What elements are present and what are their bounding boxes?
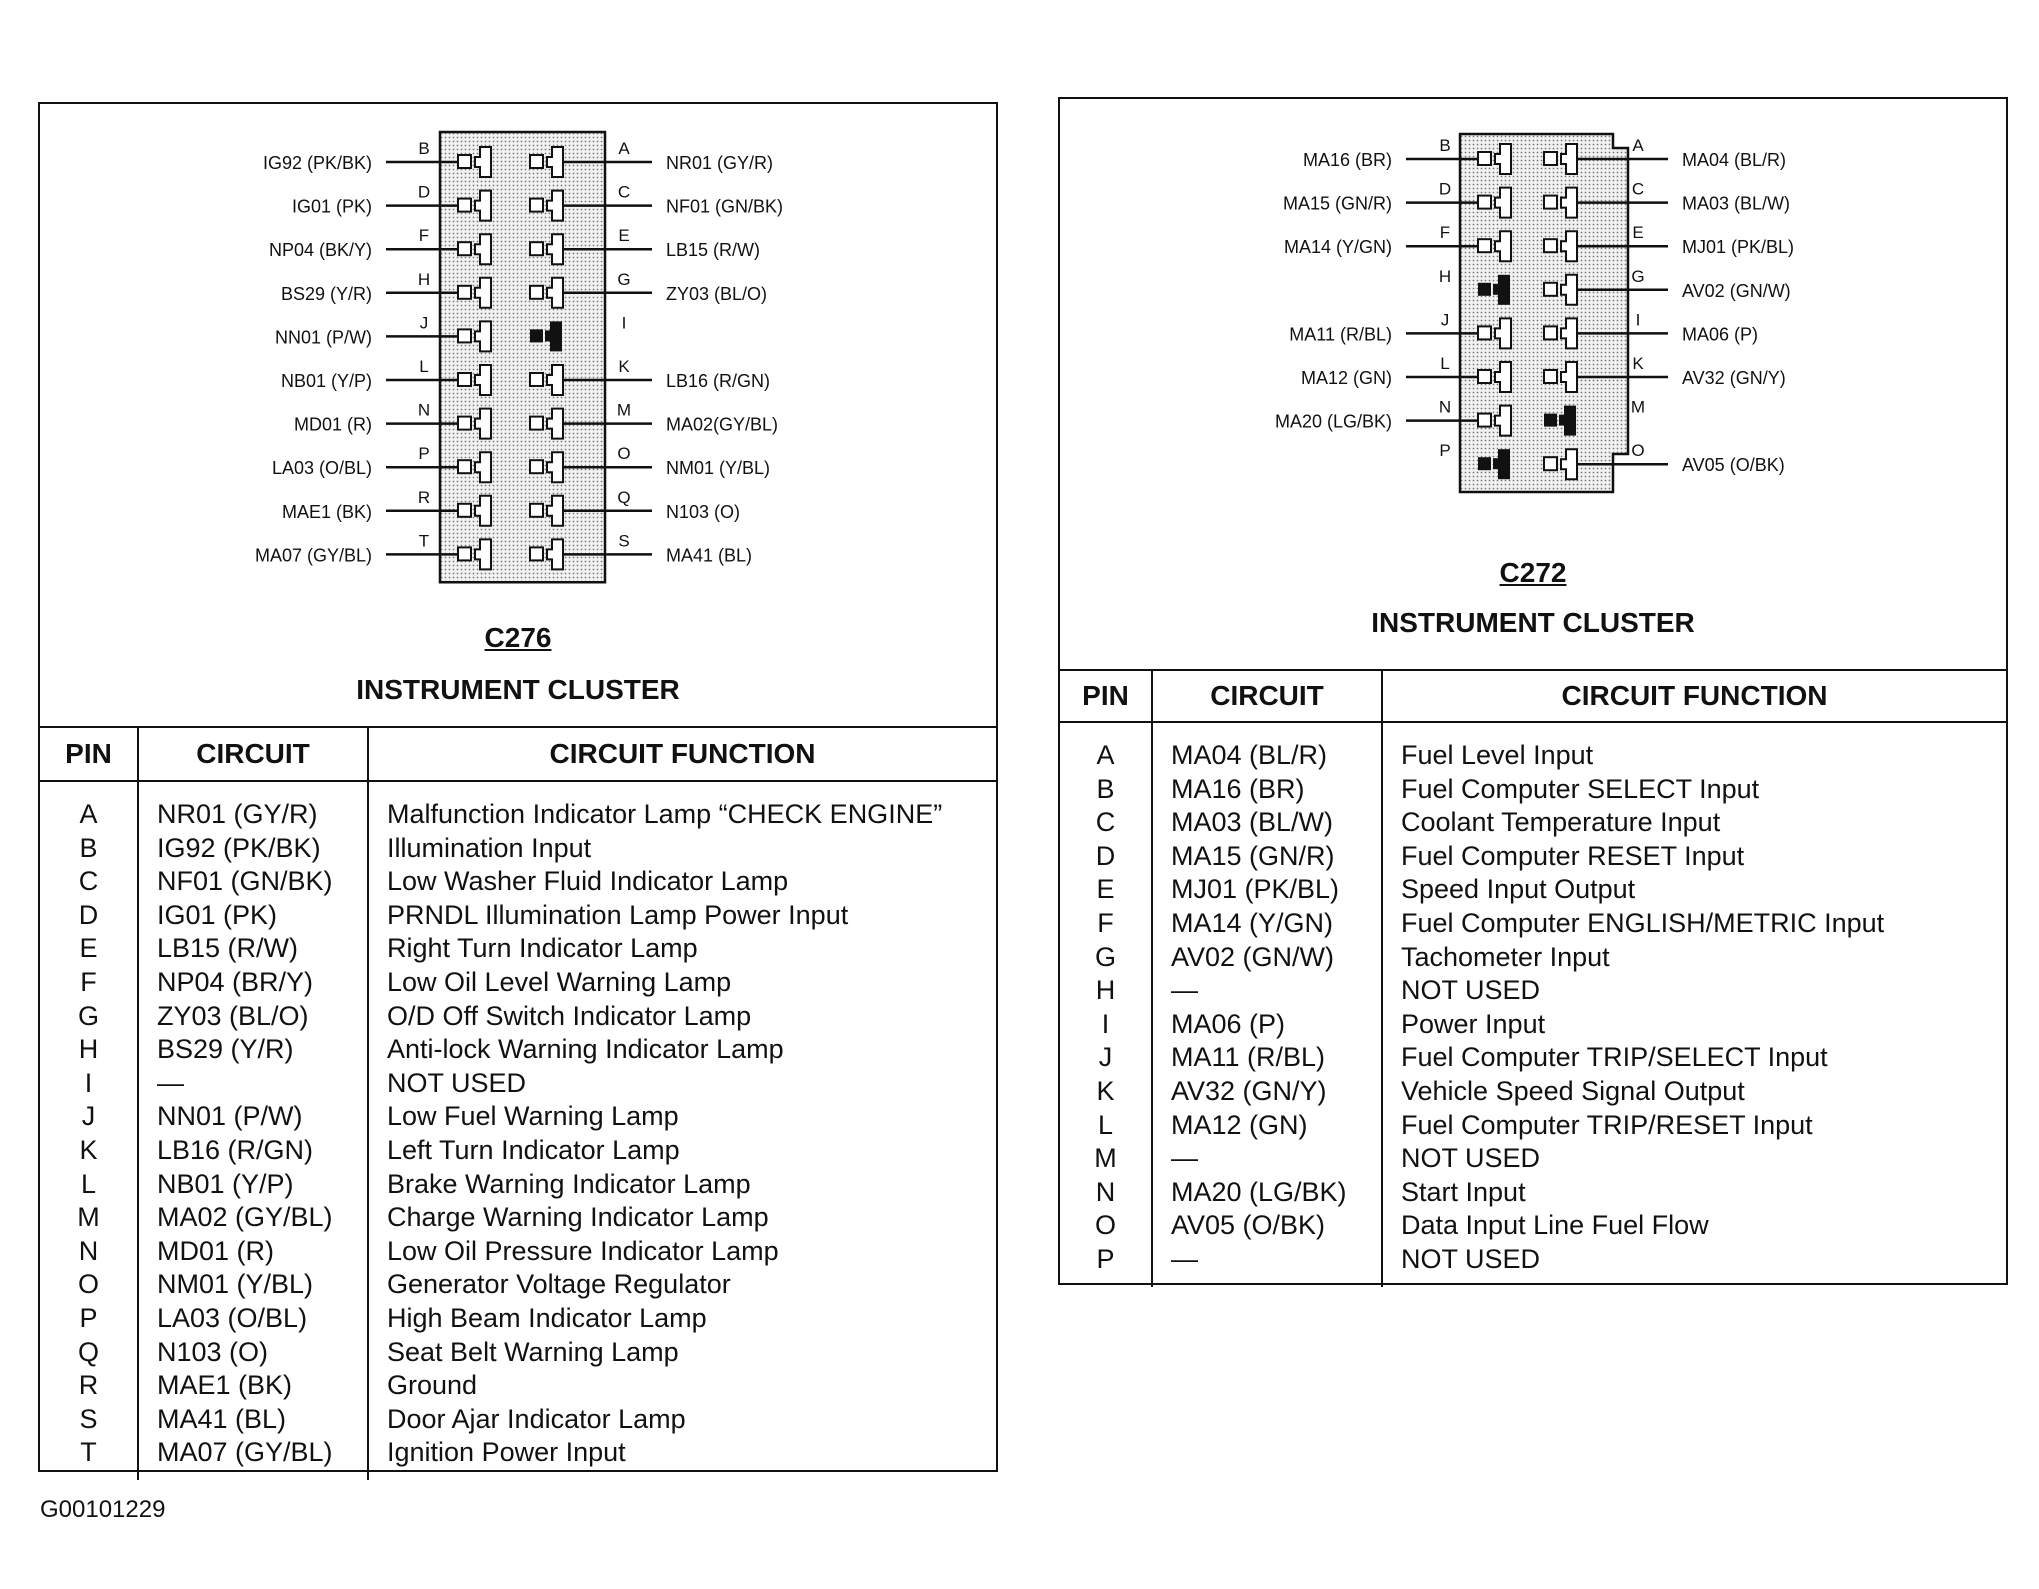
function-cell: Low Fuel Warning Lamp	[368, 1100, 996, 1134]
wire-label: MA11 (R/BL)	[1289, 324, 1392, 345]
circuit-cell: MA06 (P)	[1152, 1008, 1382, 1042]
table-row	[40, 1302, 996, 1336]
table-row	[40, 1403, 996, 1437]
wire-label: LA03 (O/BL)	[271, 458, 372, 479]
circuit-cell: MA03 (BL/W)	[1152, 806, 1382, 840]
function-cell: Right Turn Indicator Lamp	[368, 932, 996, 966]
wire-label: MA15 (GN/R)	[1282, 193, 1392, 214]
circuit-cell: —	[1152, 1142, 1382, 1176]
table-row	[1060, 1142, 2006, 1176]
table-row	[40, 1067, 996, 1101]
table-row	[40, 966, 996, 1000]
wire-label: NB01 (Y/P)	[280, 371, 372, 391]
function-cell: Low Washer Fluid Indicator Lamp	[368, 865, 996, 899]
function-cell: Coolant Temperature Input	[1382, 806, 2006, 840]
circuit-cell: —	[1152, 974, 1382, 1008]
pin-letter-j: J	[419, 313, 429, 333]
function-cell: Anti-lock Warning Indicator Lamp	[368, 1033, 996, 1067]
pin-letter-m: M	[1630, 397, 1646, 417]
pin-letter-c: C	[617, 182, 631, 202]
pin-cell: D	[78, 899, 99, 930]
pin-cell: N	[1095, 1176, 1116, 1207]
connector-body	[1460, 134, 1628, 492]
wire-label: ZY03 (BL/O)	[666, 283, 768, 304]
circuit-cell: MA11 (R/BL)	[1152, 1041, 1382, 1075]
pin-cell: E	[1096, 874, 1115, 905]
function-cell: Fuel Computer ENGLISH/METRIC Input	[1382, 907, 2006, 941]
table-row	[1060, 1008, 2006, 1042]
pin-letter-q: Q	[617, 487, 631, 507]
function-cell: Vehicle Speed Signal Output	[1382, 1075, 2006, 1109]
function-cell: Fuel Computer RESET Input	[1382, 840, 2006, 874]
circuit-cell: BS29 (Y/R)	[138, 1033, 368, 1067]
table-row	[1060, 873, 2006, 907]
connector-name-c272: C272	[1499, 557, 1567, 588]
pin-cell: R	[78, 1370, 99, 1401]
circuit-cell: LA03 (O/BL)	[138, 1302, 368, 1336]
header-circuit-function: CIRCUIT FUNCTION	[368, 727, 996, 781]
pin-letter-g: G	[617, 269, 631, 289]
wire-label: NM01 (Y/BL)	[666, 458, 771, 479]
connector-panel-c276	[38, 102, 998, 1472]
function-cell: NOT USED	[1382, 1142, 2006, 1176]
table-row	[40, 1033, 996, 1067]
pin-letter-g: G	[1631, 266, 1645, 286]
pin-cell: M	[1094, 1143, 1117, 1174]
wire-label: MA41 (BL)	[666, 545, 753, 566]
table-row	[1060, 806, 2006, 840]
circuit-cell: IG92 (PK/BK)	[138, 832, 368, 866]
wire-label: AV02 (GN/W)	[1682, 280, 1791, 301]
pin-cell: A	[1096, 740, 1115, 770]
pin-letter-l: L	[1440, 354, 1450, 373]
wire-label: MJ01 (PK/BL)	[1682, 237, 1795, 258]
circuit-cell: MA20 (LG/BK)	[1152, 1176, 1382, 1210]
circuit-cell: MJ01 (PK/BL)	[1152, 873, 1382, 907]
table-row	[40, 1235, 996, 1269]
function-cell: NOT USED	[1382, 974, 2006, 1008]
pin-letter-e: E	[1632, 223, 1644, 243]
wire-label: IG92 (PK/BK)	[262, 153, 372, 173]
table-row	[1060, 1041, 2006, 1075]
circuit-cell: —	[138, 1067, 368, 1101]
pin-cell: K	[79, 1134, 98, 1165]
pin-letter-e: E	[618, 226, 630, 246]
function-cell: Seat Belt Warning Lamp	[368, 1336, 996, 1370]
pin-cell: D	[1095, 840, 1116, 871]
pin-cell: F	[1097, 907, 1114, 938]
table-row	[40, 1000, 996, 1034]
wire-label: MA06 (P)	[1682, 324, 1759, 345]
table-row	[40, 1168, 996, 1202]
table-row	[40, 1436, 996, 1480]
circuit-cell: MA07 (GY/BL)	[138, 1436, 368, 1480]
header-pin: PIN	[40, 727, 138, 781]
header-circuit-function: CIRCUIT FUNCTION	[1382, 670, 2006, 722]
table-row	[40, 1369, 996, 1403]
pin-cell: B	[79, 832, 98, 863]
wire-label: MA07 (GY/BL)	[254, 545, 372, 566]
circuit-cell: MA15 (GN/R)	[1152, 840, 1382, 874]
pin-letter-l: L	[419, 357, 429, 376]
circuit-cell: NB01 (Y/P)	[138, 1168, 368, 1202]
pin-letter-c: C	[1631, 179, 1645, 199]
function-cell: Ground	[368, 1369, 996, 1403]
circuit-cell: MD01 (R)	[138, 1235, 368, 1269]
function-cell: NOT USED	[368, 1067, 996, 1101]
function-cell: Tachometer Input	[1382, 941, 2006, 975]
table-row	[1060, 1075, 2006, 1109]
pin-cell: C	[78, 866, 99, 897]
function-cell: Low Oil Pressure Indicator Lamp	[368, 1235, 996, 1269]
wire-label: MA03 (BL/W)	[1682, 193, 1791, 214]
pin-letter-d: D	[1438, 179, 1452, 199]
pin-letter-k: K	[1632, 354, 1644, 373]
pin-letter-t: T	[418, 531, 430, 551]
header-pin: PIN	[1060, 670, 1152, 722]
wire-label: LB16 (R/GN)	[666, 371, 771, 391]
pin-letter-f: F	[418, 226, 430, 246]
pin-table-c272	[1060, 669, 2006, 1287]
function-cell: Data Input Line Fuel Flow	[1382, 1209, 2006, 1243]
pin-cell: O	[1094, 1210, 1116, 1241]
pin-cell: H	[1095, 975, 1116, 1006]
circuit-cell: LB15 (R/W)	[138, 932, 368, 966]
pin-letter-o: O	[1631, 441, 1645, 461]
pin-cell: G	[77, 1000, 99, 1031]
pin-cell: I	[1101, 1008, 1110, 1039]
table-row	[1060, 974, 2006, 1008]
circuit-cell: MAE1 (BK)	[138, 1369, 368, 1403]
table-row	[1060, 1243, 2006, 1287]
table-row	[40, 1201, 996, 1235]
wire-label: MA12 (GN)	[1300, 368, 1392, 388]
circuit-cell: MA16 (BR)	[1152, 773, 1382, 807]
pin-letter-o: O	[617, 444, 631, 464]
pin-letter-m: M	[616, 400, 632, 420]
circuit-cell: NP04 (BR/Y)	[138, 966, 368, 1000]
table-row	[40, 865, 996, 899]
circuit-cell: N103 (O)	[138, 1336, 368, 1370]
pin-cell: C	[1095, 807, 1116, 838]
wire-label: MA04 (BL/R)	[1682, 150, 1787, 170]
function-cell: Ignition Power Input	[368, 1436, 996, 1480]
circuit-cell: —	[1152, 1243, 1382, 1287]
pin-cell: L	[80, 1168, 97, 1199]
wire-label: AV32 (GN/Y)	[1682, 368, 1786, 388]
function-cell: Illumination Input	[368, 832, 996, 866]
table-row	[40, 832, 996, 866]
connector-subtitle-c276: INSTRUMENT CLUSTER	[356, 674, 680, 705]
function-cell: Brake Warning Indicator Lamp	[368, 1168, 996, 1202]
pin-letter-h: H	[417, 269, 431, 289]
table-row	[40, 932, 996, 966]
wire-label: IG01 (PK)	[291, 196, 372, 217]
function-cell: Speed Input Output	[1382, 873, 2006, 907]
circuit-cell: AV32 (GN/Y)	[1152, 1075, 1382, 1109]
function-cell: Fuel Computer TRIP/SELECT Input	[1382, 1041, 2006, 1075]
wire-label: MA16 (BR)	[1302, 150, 1392, 170]
pin-cell: A	[79, 799, 98, 829]
circuit-cell: MA02 (GY/BL)	[138, 1201, 368, 1235]
function-cell: Fuel Computer SELECT Input	[1382, 773, 2006, 807]
circuit-cell: NR01 (GY/R)	[138, 781, 368, 832]
wire-label: NP04 (BK/Y)	[268, 240, 372, 261]
pin-letter-i: I	[621, 313, 627, 333]
pin-cell: K	[1096, 1075, 1115, 1106]
table-row	[40, 1268, 996, 1302]
table-row	[1060, 773, 2006, 807]
pin-cell: I	[84, 1067, 93, 1098]
pin-letter-b: B	[1439, 136, 1451, 155]
pin-letter-h: H	[1438, 266, 1452, 286]
pin-letter-b: B	[418, 139, 430, 158]
pin-cell: E	[79, 933, 98, 964]
function-cell: Charge Warning Indicator Lamp	[368, 1201, 996, 1235]
pin-letter-k: K	[618, 357, 630, 376]
table-row	[40, 899, 996, 933]
wire-label: MD01 (R)	[293, 414, 372, 435]
circuit-cell: AV02 (GN/W)	[1152, 941, 1382, 975]
wire-label: MA14 (Y/GN)	[1283, 237, 1392, 258]
pin-cell: J	[81, 1101, 96, 1132]
function-cell: Low Oil Level Warning Lamp	[368, 966, 996, 1000]
pin-cell: S	[79, 1403, 98, 1434]
wire-label: MAE1 (BK)	[281, 501, 372, 522]
circuit-cell: ZY03 (BL/O)	[138, 1000, 368, 1034]
pin-cell: O	[77, 1269, 99, 1300]
function-cell: Fuel Computer TRIP/RESET Input	[1382, 1109, 2006, 1143]
function-cell: PRNDL Illumination Lamp Power Input	[368, 899, 996, 933]
pin-letter-p: P	[1439, 441, 1451, 461]
circuit-cell: NF01 (GN/BK)	[138, 865, 368, 899]
pin-letter-a: A	[618, 139, 630, 158]
table-row	[40, 1134, 996, 1168]
pin-letter-r: R	[417, 487, 431, 507]
wire-label: MA20 (LG/BK)	[1274, 411, 1392, 432]
table-row	[1060, 722, 2006, 773]
wire-label: NR01 (GY/R)	[666, 153, 774, 173]
circuit-cell: MA04 (BL/R)	[1152, 722, 1382, 773]
function-cell: NOT USED	[1382, 1243, 2006, 1287]
wire-label: NF01 (GN/BK)	[666, 196, 784, 217]
header-circuit: CIRCUIT	[138, 727, 368, 781]
function-cell: Generator Voltage Regulator	[368, 1268, 996, 1302]
function-cell: Power Input	[1382, 1008, 2006, 1042]
pin-cell: N	[78, 1235, 99, 1266]
wire-label: N103 (O)	[666, 501, 741, 522]
connector-name-c276: C276	[484, 622, 552, 653]
table-row	[1060, 1209, 2006, 1243]
pin-letter-i: I	[1635, 310, 1641, 330]
pin-cell: T	[80, 1437, 97, 1468]
wire-label: MA02(GY/BL)	[666, 414, 779, 435]
pin-letter-s: S	[618, 531, 630, 551]
pin-table-c276	[40, 726, 996, 1480]
function-cell: Start Input	[1382, 1176, 2006, 1210]
pin-cell: P	[1096, 1243, 1115, 1274]
pin-cell: Q	[77, 1336, 99, 1367]
wire-label: LB15 (R/W)	[666, 240, 761, 261]
pin-cell: P	[79, 1302, 98, 1333]
circuit-cell: IG01 (PK)	[138, 899, 368, 933]
pin-cell: M	[77, 1202, 100, 1233]
circuit-cell: MA12 (GN)	[1152, 1109, 1382, 1143]
pin-letter-a: A	[1632, 136, 1644, 155]
pin-cell: L	[1097, 1109, 1114, 1140]
circuit-cell: LB16 (R/GN)	[138, 1134, 368, 1168]
table-row	[1060, 1176, 2006, 1210]
function-cell: Door Ajar Indicator Lamp	[368, 1403, 996, 1437]
table-row	[1060, 907, 2006, 941]
table-row	[40, 1336, 996, 1370]
circuit-cell: AV05 (O/BK)	[1152, 1209, 1382, 1243]
header-circuit: CIRCUIT	[1152, 670, 1382, 722]
pin-letter-j: J	[1440, 310, 1450, 330]
circuit-cell: MA41 (BL)	[138, 1403, 368, 1437]
pin-letter-p: P	[418, 444, 430, 464]
circuit-cell: NM01 (Y/BL)	[138, 1268, 368, 1302]
function-cell: High Beam Indicator Lamp	[368, 1302, 996, 1336]
connector-panel-c272	[1058, 97, 2008, 1285]
wire-label: NN01 (P/W)	[274, 327, 372, 348]
function-cell: Left Turn Indicator Lamp	[368, 1134, 996, 1168]
pin-letter-n: N	[1438, 397, 1452, 417]
connector-subtitle-c272: INSTRUMENT CLUSTER	[1371, 607, 1695, 638]
function-cell: O/D Off Switch Indicator Lamp	[368, 1000, 996, 1034]
function-cell: Malfunction Indicator Lamp “CHECK ENGINE”	[368, 781, 996, 832]
wire-label: BS29 (Y/R)	[280, 283, 372, 304]
pin-cell: G	[1094, 941, 1116, 972]
table-row	[1060, 840, 2006, 874]
circuit-cell: NN01 (P/W)	[138, 1100, 368, 1134]
table-row	[1060, 941, 2006, 975]
pin-cell: B	[1096, 773, 1115, 804]
pin-cell: J	[1098, 1042, 1113, 1073]
function-cell: Fuel Level Input	[1382, 722, 2006, 773]
table-row	[1060, 1109, 2006, 1143]
pin-letter-f: F	[1439, 223, 1451, 243]
pin-letter-n: N	[417, 400, 431, 420]
pin-cell: F	[80, 966, 97, 997]
table-row	[40, 781, 996, 832]
wire-label: AV05 (O/BK)	[1682, 455, 1785, 476]
pin-letter-d: D	[417, 182, 431, 202]
pin-cell: H	[78, 1034, 99, 1065]
circuit-cell: MA14 (Y/GN)	[1152, 907, 1382, 941]
figure-code: G00101229	[40, 1496, 166, 1523]
table-row	[40, 1100, 996, 1134]
